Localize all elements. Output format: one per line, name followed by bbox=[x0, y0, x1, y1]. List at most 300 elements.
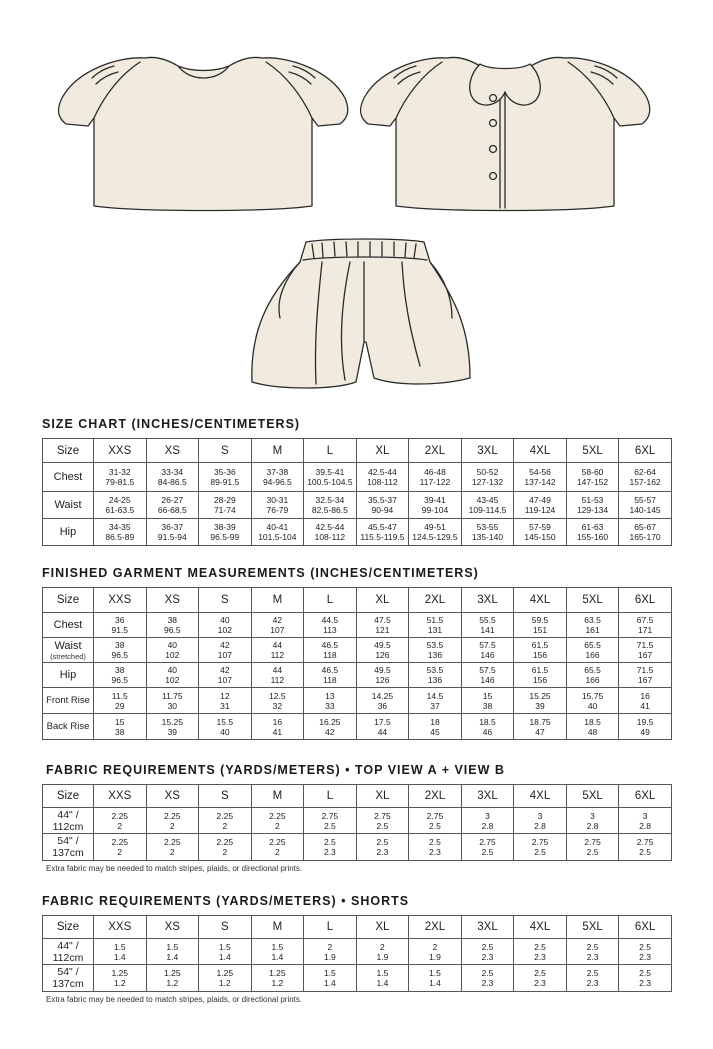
imperial-value: 24-25 bbox=[108, 495, 131, 505]
imperial-value: 16 bbox=[640, 690, 650, 701]
metric-value: 49 bbox=[640, 726, 650, 737]
imperial-value: 33-34 bbox=[161, 467, 184, 477]
imperial-value: 39-41 bbox=[424, 495, 446, 505]
imperial-value: 46.5 bbox=[321, 665, 339, 675]
table-cell bbox=[199, 663, 252, 688]
imperial-value: 18.75 bbox=[529, 716, 551, 727]
table-cell bbox=[619, 638, 672, 663]
metric-value: 2.3 bbox=[534, 951, 546, 962]
imperial-value: 40 bbox=[167, 665, 178, 675]
row-label-text: 54" / 137cm bbox=[52, 835, 84, 859]
imperial-value: 2.75 bbox=[321, 810, 339, 821]
imperial-value: 15.75 bbox=[581, 690, 604, 701]
metric-value: 2 bbox=[222, 820, 228, 831]
metric-value: 1.4 bbox=[323, 978, 336, 988]
imperial-value: 13 bbox=[325, 690, 335, 701]
table-cell bbox=[251, 808, 304, 834]
metric-value: 2.3 bbox=[481, 951, 494, 962]
imperial-value: 15.5 bbox=[216, 716, 234, 727]
metric-value: 91.5-94 bbox=[157, 532, 187, 542]
metric-value: 2.3 bbox=[586, 951, 599, 962]
imperial-value: 47-49 bbox=[529, 495, 551, 505]
metric-value: 2.3 bbox=[376, 847, 389, 857]
size-chart-title: SIZE CHART (INCHES/CENTIMETERS) bbox=[42, 417, 301, 431]
table-cell bbox=[199, 492, 252, 519]
metric-value: 61-63.5 bbox=[105, 505, 135, 515]
top-view-b-drawing bbox=[361, 57, 650, 210]
table-cell bbox=[461, 613, 514, 638]
imperial-value: 3 bbox=[642, 810, 648, 821]
metric-value: 94-96.5 bbox=[262, 477, 292, 487]
row-label-text: Chest bbox=[53, 471, 83, 483]
metric-value: 90-94 bbox=[371, 505, 394, 515]
table-cell bbox=[146, 638, 199, 663]
imperial-value: 15 bbox=[115, 716, 125, 727]
fabric-top-title: FABRIC REQUIREMENTS (YARDS/METERS) • TOP VIEW A + VIEW B bbox=[46, 763, 505, 777]
metric-value: 96.5 bbox=[111, 650, 129, 660]
imperial-value: 2 bbox=[380, 941, 385, 952]
imperial-value: 1.5 bbox=[218, 941, 231, 952]
size-xl-header: XL bbox=[356, 588, 409, 613]
table-cell bbox=[619, 834, 672, 861]
imperial-value: 26-27 bbox=[161, 495, 184, 505]
table-row bbox=[43, 688, 672, 714]
table-cell bbox=[199, 808, 252, 834]
shorts-drawing bbox=[252, 239, 470, 388]
metric-value: 129-134 bbox=[576, 505, 609, 515]
table-cell bbox=[199, 965, 252, 992]
table-cell bbox=[461, 463, 514, 492]
imperial-value: 38 bbox=[115, 665, 125, 675]
table-cell bbox=[409, 714, 462, 740]
imperial-value: 58-60 bbox=[581, 467, 604, 477]
metric-value: 31 bbox=[220, 700, 230, 711]
header-row bbox=[43, 916, 672, 939]
metric-value: 136 bbox=[427, 650, 443, 660]
table-cell bbox=[146, 663, 199, 688]
table-cell bbox=[251, 939, 304, 965]
size-3xl-header: 3XL bbox=[461, 439, 514, 463]
imperial-value: 2 bbox=[432, 941, 438, 952]
imperial-value: 2.5 bbox=[534, 941, 546, 952]
table-cell bbox=[566, 663, 619, 688]
imperial-value: 61.5 bbox=[531, 640, 549, 650]
metric-value: 107 bbox=[217, 675, 232, 685]
table-cell bbox=[146, 613, 199, 638]
imperial-value: 50-52 bbox=[476, 467, 499, 477]
table-cell bbox=[251, 688, 304, 714]
table-cell bbox=[409, 492, 462, 519]
table-cell bbox=[304, 714, 357, 740]
size-xxs-header: XXS bbox=[94, 785, 147, 808]
metric-value: 66-68.5 bbox=[157, 505, 187, 515]
size-2xl-header: 2XL bbox=[409, 439, 462, 463]
metric-value: 1.4 bbox=[429, 978, 441, 988]
imperial-value: 44 bbox=[272, 640, 283, 650]
row-label bbox=[43, 688, 94, 714]
metric-value: 46 bbox=[482, 726, 493, 737]
metric-value: 119-124 bbox=[524, 505, 556, 515]
table-cell bbox=[619, 663, 672, 688]
table-cell bbox=[356, 463, 409, 492]
metric-value: 102 bbox=[217, 625, 232, 635]
size-m-header: M bbox=[251, 588, 304, 613]
imperial-value: 59.5 bbox=[531, 615, 549, 625]
imperial-value: 2.5 bbox=[534, 968, 546, 978]
size-xs-header: XS bbox=[146, 785, 199, 808]
imperial-value: 49.5 bbox=[374, 665, 391, 675]
metric-value: 2.3 bbox=[481, 978, 494, 988]
metric-value: 2 bbox=[169, 847, 175, 857]
metric-value: 140-145 bbox=[629, 505, 661, 515]
imperial-value: 49-51 bbox=[424, 522, 446, 532]
metric-value: 135-140 bbox=[471, 532, 504, 542]
size-2xl-header: 2XL bbox=[409, 588, 462, 613]
size-3xl-header: 3XL bbox=[461, 588, 514, 613]
table-cell bbox=[566, 688, 619, 714]
imperial-value: 28-29 bbox=[213, 495, 236, 505]
imperial-value: 51-53 bbox=[581, 495, 604, 505]
table-cell bbox=[514, 492, 567, 519]
size-3xl-header: 3XL bbox=[461, 785, 514, 808]
imperial-value: 2.25 bbox=[269, 810, 286, 821]
table-row bbox=[43, 663, 672, 688]
table-cell bbox=[251, 519, 304, 546]
metric-value: 84-86.5 bbox=[157, 477, 187, 487]
row-label bbox=[43, 463, 94, 492]
metric-value: 1.2 bbox=[218, 978, 231, 988]
imperial-value: 17.5 bbox=[374, 716, 391, 727]
table-cell bbox=[514, 808, 567, 834]
table-row bbox=[43, 519, 672, 546]
metric-value: 2.8 bbox=[481, 820, 494, 831]
imperial-value: 18 bbox=[430, 716, 440, 727]
imperial-value: 61.5 bbox=[531, 665, 549, 675]
size-s-header: S bbox=[199, 916, 252, 939]
imperial-value: 71.5 bbox=[636, 665, 654, 675]
imperial-value: 67.5 bbox=[636, 615, 654, 625]
table-cell bbox=[146, 834, 199, 861]
metric-value: 124.5-129.5 bbox=[412, 532, 458, 542]
table-cell bbox=[304, 638, 357, 663]
metric-value: 108-112 bbox=[367, 477, 398, 487]
metric-value: 38 bbox=[115, 726, 125, 737]
metric-value: 2 bbox=[117, 847, 123, 857]
table-cell bbox=[356, 519, 409, 546]
table-cell bbox=[304, 492, 357, 519]
imperial-value: 35-36 bbox=[213, 467, 236, 477]
metric-value: 79-81.5 bbox=[105, 477, 135, 487]
table-cell bbox=[146, 688, 199, 714]
fabric-top-table bbox=[42, 784, 672, 861]
imperial-value: 2.5 bbox=[429, 837, 441, 847]
table-cell bbox=[304, 463, 357, 492]
metric-value: 1.4 bbox=[113, 951, 126, 962]
table-cell bbox=[94, 808, 147, 834]
imperial-value: 45.5-47 bbox=[368, 522, 397, 532]
metric-value: 96.5-99 bbox=[210, 532, 240, 542]
imperial-value: 65.5 bbox=[584, 640, 601, 650]
table-cell bbox=[514, 714, 567, 740]
size-5xl-header: 5XL bbox=[566, 588, 619, 613]
row-label bbox=[43, 613, 94, 638]
imperial-value: 1.5 bbox=[271, 941, 284, 952]
imperial-value: 57.5 bbox=[479, 640, 496, 650]
size-6xl-header: 6XL bbox=[619, 785, 672, 808]
imperial-value: 1.5 bbox=[429, 968, 441, 978]
metric-value: 137-142 bbox=[524, 477, 556, 487]
imperial-value: 2.25 bbox=[164, 837, 181, 847]
table-cell bbox=[461, 834, 514, 861]
table-cell bbox=[94, 965, 147, 992]
size-5xl-header: 5XL bbox=[566, 439, 619, 463]
table-row bbox=[43, 834, 672, 861]
table-cell bbox=[514, 834, 567, 861]
size-6xl-header: 6XL bbox=[619, 439, 672, 463]
imperial-value: 2.75 bbox=[426, 810, 444, 821]
size-6xl-header: 6XL bbox=[619, 916, 672, 939]
metric-value: 30 bbox=[167, 700, 178, 711]
metric-value: 2.8 bbox=[639, 820, 651, 831]
imperial-value: 2.75 bbox=[479, 837, 496, 847]
header-row bbox=[43, 785, 672, 808]
table-cell bbox=[409, 663, 462, 688]
imperial-value: 12.5 bbox=[269, 690, 286, 701]
metric-value: 2.3 bbox=[534, 978, 546, 988]
table-cell bbox=[251, 492, 304, 519]
metric-value: 2.5 bbox=[534, 847, 546, 857]
table-cell bbox=[514, 463, 567, 492]
table-cell bbox=[94, 613, 147, 638]
metric-value: 112 bbox=[270, 675, 285, 685]
row-label-text: Waist bbox=[54, 499, 82, 511]
metric-value: 2.3 bbox=[639, 978, 651, 988]
table-row bbox=[43, 463, 672, 492]
table-row bbox=[43, 714, 672, 740]
imperial-value: 35.5-37 bbox=[368, 495, 397, 505]
table-cell bbox=[356, 834, 409, 861]
metric-value: 155-160 bbox=[576, 532, 609, 542]
imperial-value: 38-39 bbox=[213, 522, 236, 532]
metric-value: 171 bbox=[637, 625, 653, 635]
metric-value: 167 bbox=[637, 675, 653, 685]
metric-value: 99-104 bbox=[421, 505, 449, 515]
table-cell bbox=[619, 613, 672, 638]
metric-value: 2 bbox=[222, 847, 228, 857]
finished-measurements-table bbox=[42, 587, 672, 740]
table-cell bbox=[461, 492, 514, 519]
imperial-value: 38 bbox=[115, 640, 125, 650]
imperial-value: 1.5 bbox=[166, 941, 179, 952]
metric-value: 2 bbox=[274, 847, 280, 857]
metric-value: 2.5 bbox=[429, 820, 441, 831]
metric-value: 33 bbox=[325, 700, 335, 711]
imperial-value: 31-32 bbox=[108, 467, 131, 477]
imperial-value: 2.25 bbox=[111, 837, 129, 847]
metric-value: 1.9 bbox=[323, 951, 336, 962]
table-row bbox=[43, 638, 672, 663]
table-cell bbox=[94, 492, 147, 519]
row-label bbox=[43, 834, 94, 861]
table-cell bbox=[94, 688, 147, 714]
imperial-value: 2.25 bbox=[216, 837, 234, 847]
row-label bbox=[43, 663, 94, 688]
table-cell bbox=[514, 613, 567, 638]
row-label-text: 44" / 112cm bbox=[52, 939, 84, 964]
row-label-text: Front Rise bbox=[46, 695, 90, 706]
metric-value: 2.8 bbox=[586, 820, 599, 831]
metric-value: 41 bbox=[272, 726, 283, 737]
imperial-value: 2.25 bbox=[269, 837, 286, 847]
row-label-text: Back Rise bbox=[46, 721, 90, 732]
finished-measurements-title: FINISHED GARMENT MEASUREMENTS (INCHES/CENTIMETERS) bbox=[42, 566, 479, 580]
metric-value: 89-91.5 bbox=[210, 477, 240, 487]
imperial-value: 36 bbox=[115, 615, 125, 625]
imperial-value: 47.5 bbox=[374, 615, 391, 625]
size-xs-header: XS bbox=[146, 439, 199, 463]
imperial-value: 55-57 bbox=[634, 495, 656, 505]
metric-value: 2.3 bbox=[639, 951, 651, 962]
table-cell bbox=[251, 463, 304, 492]
table-cell bbox=[514, 965, 567, 992]
table-cell bbox=[619, 519, 672, 546]
imperial-value: 2.75 bbox=[374, 810, 391, 821]
imperial-value: 43-45 bbox=[476, 495, 499, 505]
metric-value: 48 bbox=[587, 726, 598, 737]
size-l-header: L bbox=[304, 439, 357, 463]
imperial-value: 1.25 bbox=[164, 968, 181, 978]
table-cell bbox=[619, 688, 672, 714]
metric-value: 1.9 bbox=[376, 951, 389, 962]
table-cell bbox=[304, 688, 357, 714]
table-cell bbox=[94, 663, 147, 688]
size-4xl-header: 4XL bbox=[514, 916, 567, 939]
header-row bbox=[43, 588, 672, 613]
imperial-value: 44 bbox=[272, 665, 283, 675]
metric-value: 2.3 bbox=[429, 847, 441, 857]
imperial-value: 11.5 bbox=[111, 690, 128, 701]
table-cell bbox=[461, 808, 514, 834]
size-xl-header: XL bbox=[356, 916, 409, 939]
imperial-value: 36-37 bbox=[161, 522, 184, 532]
size-xs-header: XS bbox=[146, 916, 199, 939]
table-cell bbox=[146, 463, 199, 492]
row-label bbox=[43, 939, 94, 965]
metric-value: 71-74 bbox=[213, 505, 236, 515]
table-cell bbox=[566, 519, 619, 546]
imperial-value: 15.25 bbox=[161, 716, 183, 727]
imperial-value: 44.5 bbox=[321, 615, 339, 625]
imperial-value: 53-55 bbox=[476, 522, 499, 532]
imperial-value: 2.5 bbox=[586, 968, 599, 978]
table-cell bbox=[461, 519, 514, 546]
table-cell bbox=[356, 965, 409, 992]
size-l-header: L bbox=[304, 588, 357, 613]
size-2xl-header: 2XL bbox=[409, 916, 462, 939]
imperial-value: 40 bbox=[220, 615, 230, 625]
metric-value: 157-162 bbox=[629, 477, 661, 487]
imperial-value: 62-64 bbox=[634, 467, 656, 477]
metric-value: 112 bbox=[270, 650, 285, 660]
metric-value: 1.2 bbox=[271, 978, 284, 988]
table-cell bbox=[199, 519, 252, 546]
metric-value: 115.5-119.5 bbox=[360, 532, 405, 542]
metric-value: 1.4 bbox=[271, 951, 284, 962]
table-cell bbox=[619, 492, 672, 519]
metric-value: 29 bbox=[115, 700, 125, 711]
metric-value: 2.5 bbox=[481, 847, 494, 857]
table-cell bbox=[304, 519, 357, 546]
metric-value: 32 bbox=[272, 700, 283, 711]
metric-value: 146 bbox=[480, 675, 495, 685]
metric-value: 117-122 bbox=[419, 477, 451, 487]
imperial-value: 18.5 bbox=[479, 716, 496, 727]
imperial-value: 15.25 bbox=[529, 690, 551, 701]
table-cell bbox=[619, 463, 672, 492]
table-cell bbox=[566, 939, 619, 965]
table-cell bbox=[304, 834, 357, 861]
size-m-header: M bbox=[251, 439, 304, 463]
table-cell bbox=[199, 463, 252, 492]
table-cell bbox=[461, 663, 514, 688]
table-cell bbox=[566, 714, 619, 740]
table-cell bbox=[356, 939, 409, 965]
table-cell bbox=[514, 638, 567, 663]
size-4xl-header: 4XL bbox=[514, 439, 567, 463]
table-cell bbox=[356, 492, 409, 519]
imperial-value: 34-35 bbox=[108, 522, 131, 532]
imperial-value: 2.25 bbox=[164, 810, 181, 821]
imperial-value: 42 bbox=[272, 615, 283, 625]
table-cell bbox=[409, 463, 462, 492]
metric-value: 156 bbox=[532, 650, 548, 660]
row-label-text: Waist bbox=[54, 639, 82, 652]
table-cell bbox=[251, 834, 304, 861]
imperial-value: 57.5 bbox=[479, 665, 496, 675]
imperial-value: 42.5-44 bbox=[315, 522, 345, 532]
table-cell bbox=[514, 519, 567, 546]
size-chart-table bbox=[42, 438, 672, 546]
table-cell bbox=[304, 613, 357, 638]
metric-value: 161 bbox=[585, 625, 600, 635]
metric-value: 146 bbox=[480, 650, 495, 660]
table-cell bbox=[566, 834, 619, 861]
table-cell bbox=[94, 834, 147, 861]
metric-value: 96.5 bbox=[164, 625, 181, 635]
metric-value: 96.5 bbox=[111, 675, 129, 685]
imperial-value: 2.5 bbox=[323, 837, 336, 847]
table-cell bbox=[356, 638, 409, 663]
metric-value: 156 bbox=[532, 675, 548, 685]
imperial-value: 15 bbox=[482, 690, 493, 701]
table-cell bbox=[146, 519, 199, 546]
table-cell bbox=[619, 939, 672, 965]
size-2xl-header: 2XL bbox=[409, 785, 462, 808]
table-cell bbox=[304, 939, 357, 965]
imperial-value: 40-41 bbox=[266, 522, 289, 532]
imperial-value: 46-48 bbox=[424, 467, 446, 477]
metric-value: 2 bbox=[117, 820, 123, 831]
row-label bbox=[43, 638, 94, 663]
table-cell bbox=[514, 939, 567, 965]
metric-value: 2 bbox=[274, 820, 280, 831]
metric-value: 2.5 bbox=[586, 847, 599, 857]
fabric-shorts-title: FABRIC REQUIREMENTS (YARDS/METERS) • SHORTS bbox=[42, 894, 410, 908]
size-header-cell: Size bbox=[43, 588, 94, 613]
imperial-value: 30-31 bbox=[266, 495, 289, 505]
table-cell bbox=[199, 688, 252, 714]
table-cell bbox=[251, 965, 304, 992]
